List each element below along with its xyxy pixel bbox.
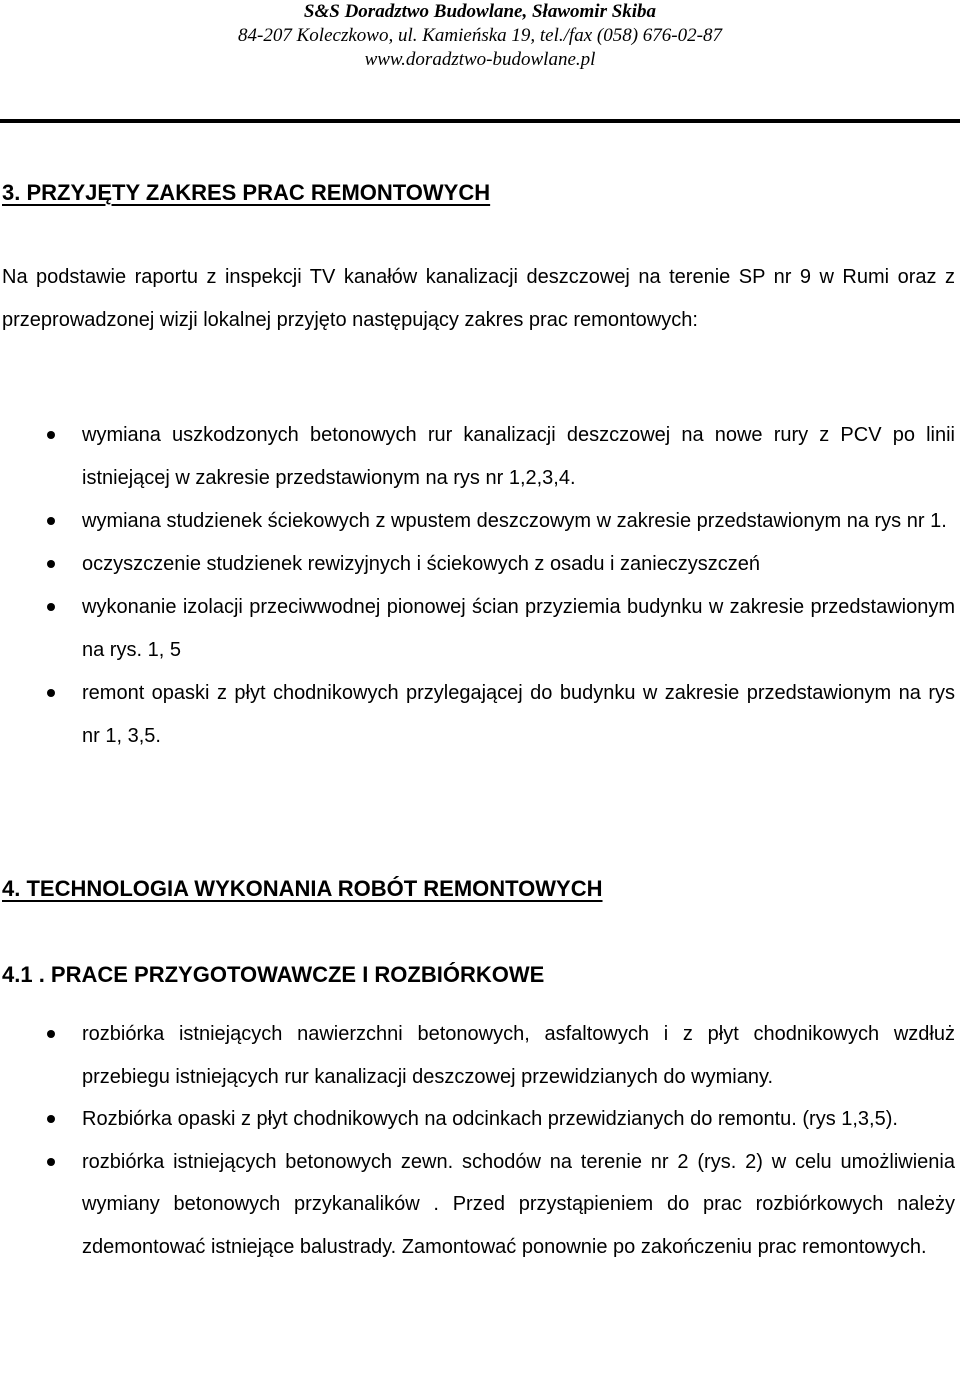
bullet-icon xyxy=(47,1158,55,1166)
bullet-icon xyxy=(47,603,55,611)
list-item: oczyszczenie studzienek rewizyjnych i ściekowych z osadu i zanieczyszczeń xyxy=(0,543,955,586)
bullet-icon xyxy=(47,431,55,439)
list-item: Rozbiórka opaski z płyt chodnikowych na odcinkach przewidzianych do remontu. (rys 1,3,5). xyxy=(0,1098,955,1141)
section-4-1-heading: 4.1 . PRACE PRZYGOTOWAWCZE I ROZBIÓRKOWE xyxy=(2,962,545,987)
section-4-heading: 4. TECHNOLOGIA WYKONANIA ROBÓT REMONTOWYCH xyxy=(2,876,603,901)
list-item: rozbiórka istniejących nawierzchni betonowych, asfaltowych i z płyt chodnikowych wzdłuż przebiegu istniejących rur kanalizacji deszczowej przewidzianych do wymiany. xyxy=(0,1013,955,1098)
list-item: rozbiórka istniejących betonowych zewn. schodów na terenie nr 2 (rys. 2) w celu umożliwienia wymiany betonowych przykanalików . Przed przystąpieniem do prac rozbiórkowych należy zdemontować istniejące balustrady. Zamontować ponownie po zakończeniu prac remontowych. xyxy=(0,1141,955,1269)
section-3-scope-list xyxy=(0,414,955,758)
bullet-icon xyxy=(47,517,55,525)
company-website: www.doradztwo-budowlane.pl xyxy=(364,49,596,70)
list-item: remont opaski z płyt chodnikowych przylegającej do budynku w zakresie przedstawionym na rys nr 1, 3,5. xyxy=(0,672,955,758)
company-name: S&S Doradztwo Budowlane, Sławomir Skiba xyxy=(303,1,657,22)
list-item: wymiana studzienek ściekowych z wpustem deszczowym w zakresie przedstawionym na rys nr 1. xyxy=(0,500,955,543)
bullet-icon xyxy=(47,1030,55,1038)
document-header xyxy=(0,0,960,72)
bullet-icon xyxy=(47,1115,55,1123)
company-address: 84-207 Koleczkowo, ul. Kamieńska 19, tel./fax (058) 676-02-87 xyxy=(238,25,722,46)
bullet-icon xyxy=(47,560,55,568)
section-4-1-list xyxy=(0,1013,955,1268)
section-3-intro: Na podstawie raportu z inspekcji TV kanałów kanalizacji deszczowej na terenie SP nr 9 w Rumi oraz z przeprowadzonej wizji lokalnej przyjęto następujący zakres prac remontowych: xyxy=(2,266,955,331)
header-divider xyxy=(0,119,960,123)
list-item: wykonanie izolacji przeciwwodnej pionowej ścian przyziemia budynku w zakresie przedstawionym na rys. 1, 5 xyxy=(0,586,955,672)
list-item: wymiana uszkodzonych betonowych rur kanalizacji deszczowej na nowe rury z PCV po linii istniejącej w zakresie przedstawionym na rys nr 1,2,3,4. xyxy=(0,414,955,500)
bullet-icon xyxy=(47,689,55,697)
section-3-heading: 3. PRZYJĘTY ZAKRES PRAC REMONTOWYCH xyxy=(2,180,491,205)
